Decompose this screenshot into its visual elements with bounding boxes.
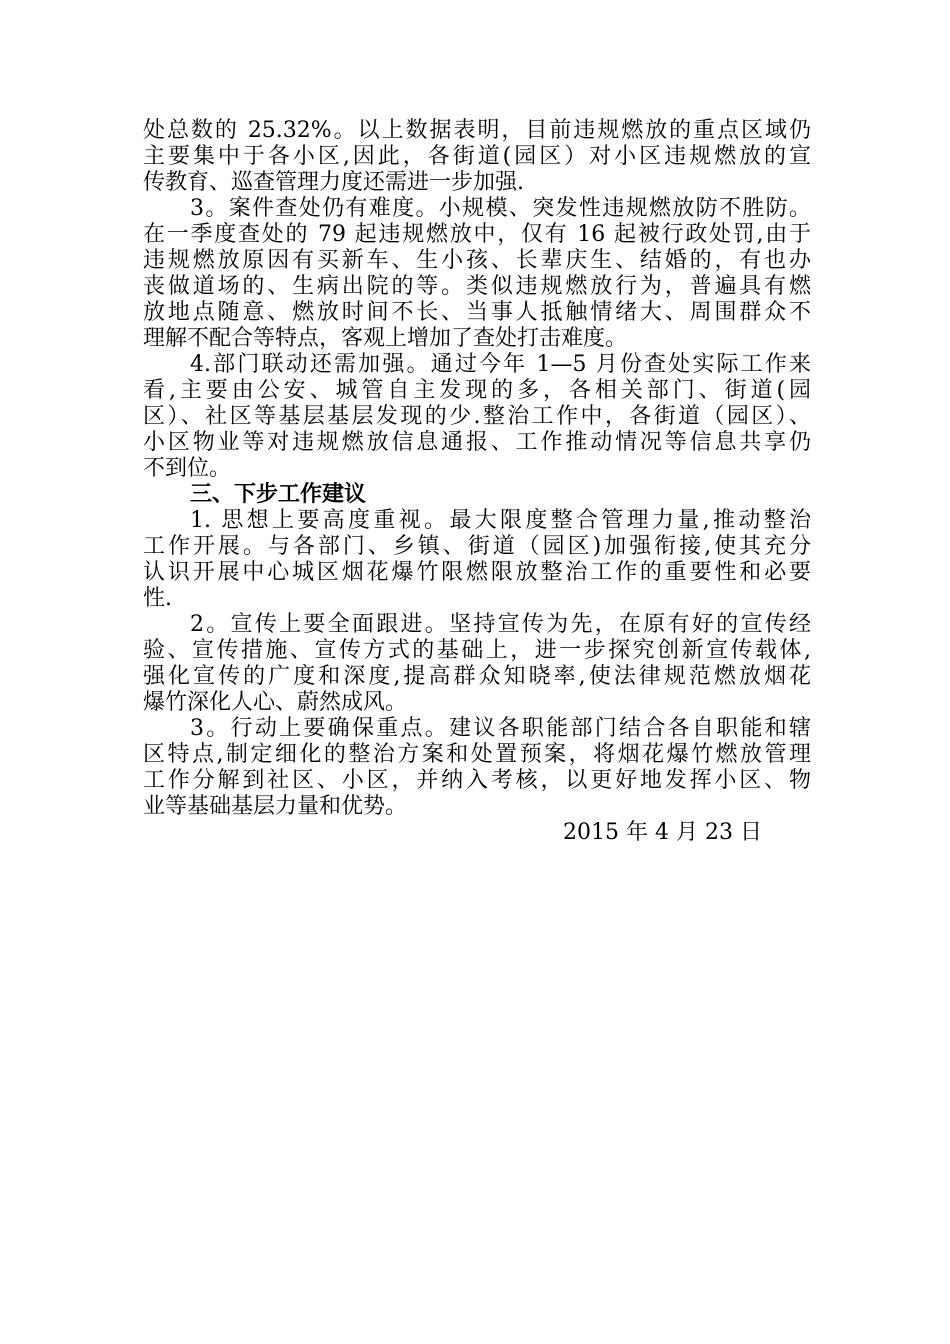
paragraph-start-4: 4.部门联动还需加强。通过今年 1—5 月份查处实际工作来	[190, 352, 811, 377]
text-line: 区）、社区等基层基层发现的少.整治工作中，各街道（园区）、	[143, 404, 811, 429]
text-line: 认识开展中心城区烟花爆竹限燃限放整治工作的重要性和必要	[143, 560, 811, 585]
text-line: 传教育、巡查管理力度还需进一步加强.	[143, 170, 524, 195]
text-line: 业等基础基层力量和优势。	[143, 794, 408, 819]
text-line: 工作开展。与各部门、乡镇、街道（园区)加强衔接,使其充分	[143, 534, 811, 559]
text-line: 丧做道场的、生病出院的等。类似违规燃放行为，普遍具有燃	[143, 274, 811, 299]
text-line: 违规燃放原因有买新车、生小孩、长辈庆生、结婚的，有也办	[143, 248, 811, 273]
text-line: 性.	[143, 586, 172, 611]
suggestion-1-start: 1. 思想上要高度重视。最大限度整合管理力量,推动整治	[190, 508, 811, 533]
text-line: 不到位。	[143, 456, 232, 481]
text-line: 小区物业等对违规燃放信息通报、工作推动情况等信息共享仍	[143, 430, 811, 455]
text-line: 强化宣传的广度和深度,提高群众知晓率,使法律规范燃放烟花	[143, 664, 811, 689]
suggestion-2-start: 2。宣传上要全面跟进。坚持宣传为先，在原有好的宣传经	[190, 612, 811, 637]
document-body	[143, 118, 811, 846]
text-line: 在一季度查处的 79 起违规燃放中，仅有 16 起被行政处罚,由于	[143, 222, 811, 247]
document-date: 2015 年 4 月 23 日	[563, 820, 762, 845]
text-line: 理解不配合等特点，客观上增加了查处打击难度。	[143, 326, 628, 351]
text-line: 看,主要由公安、城管自主发现的多，各相关部门、街道(园	[143, 378, 811, 403]
text-line: 处总数的 25.32%。以上数据表明，目前违规燃放的重点区域仍	[143, 118, 811, 143]
paragraph-start-3: 3。案件查处仍有难度。小规模、突发性违规燃放防不胜防。	[190, 196, 811, 221]
text-line: 放地点随意、燃放时间不长、当事人抵触情绪大、周围群众不	[143, 300, 811, 325]
text-line: 验、宣传措施、宣传方式的基础上，进一步探究创新宣传载体,	[143, 638, 811, 663]
text-line: 爆竹深化人心、蔚然成风。	[143, 690, 408, 715]
text-line: 区特点,制定细化的整治方案和处置预案，将烟花爆竹燃放管理	[143, 742, 811, 767]
suggestion-3-start: 3。行动上要确保重点。建议各职能部门结合各自职能和辖	[190, 716, 811, 741]
text-line: 主要集中于各小区,因此，各街道(园区）对小区违规燃放的宣	[143, 144, 811, 169]
section-heading: 三、下步工作建议	[190, 482, 367, 507]
text-line: 工作分解到社区、小区，并纳入考核，以更好地发挥小区、物	[143, 768, 811, 793]
